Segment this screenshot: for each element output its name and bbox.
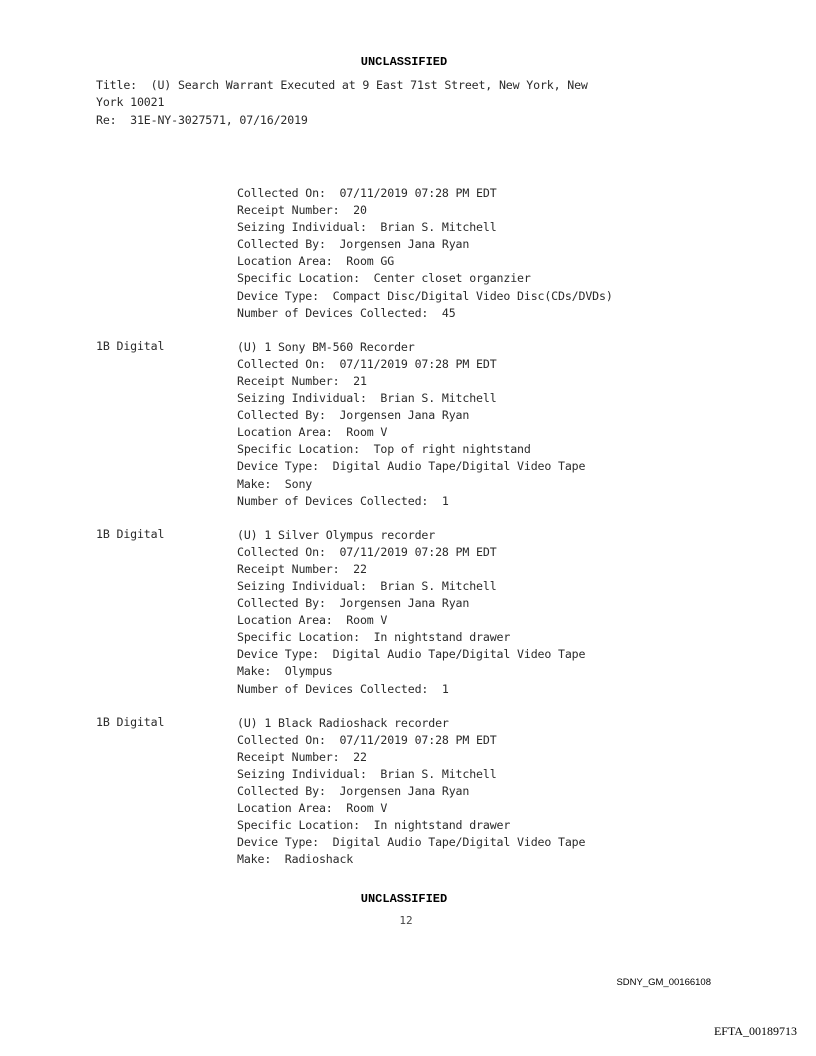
entry-fields [237, 339, 613, 510]
entry-field-line: Seizing Individual: Brian S. Mitchell [237, 220, 497, 235]
evidence-entry [96, 715, 613, 869]
entry-field-line: Collected On: 07/11/2019 07:28 PM EDT [237, 544, 497, 559]
entry-field-line: Seizing Individual: Brian S. Mitchell [237, 391, 497, 406]
entry-field-line: Location Area: Room GG [237, 254, 395, 269]
entry-field-line: Location Area: Room V [237, 801, 388, 816]
entry-field-line: Collected By: Jorgensen Jana Ryan [237, 408, 470, 423]
entry-category: 1B Digital [96, 714, 165, 729]
entry-fields [237, 715, 613, 869]
evidence-entries [96, 185, 613, 885]
header-classification: UNCLASSIFIED [360, 55, 448, 69]
entry-field-line: Collected On: 07/11/2019 07:28 PM EDT [237, 186, 497, 200]
entry-field-line: Device Type: Digital Audio Tape/Digital Video Tape [237, 459, 586, 474]
entry-field-line: (U) 1 Black Radioshack recorder [237, 715, 449, 730]
entry-field-line: Collected On: 07/11/2019 07:28 PM EDT [237, 356, 497, 371]
entry-field-line: Collected By: Jorgensen Jana Ryan [237, 784, 470, 798]
page-number: 12 [399, 914, 413, 927]
entry-field-line: Number of Devices Collected: 1 [237, 681, 449, 696]
entry-field-line: Device Type: Compact Disc/Digital Video Disc(CDs/DVDs) [237, 288, 613, 303]
entry-field-line: Make: Radioshack [237, 852, 354, 867]
entry-field-line: Specific Location: Top of right nightstand [237, 442, 531, 457]
entry-field-line: Specific Location: In nightstand drawer [237, 630, 511, 645]
entry-field-line: Collected By: Jorgensen Jana Ryan [237, 237, 470, 252]
title-block [96, 77, 736, 129]
re-line: Re: 31E-NY-3027571, 07/16/2019 [96, 112, 308, 127]
entry-field-line: Number of Devices Collected: 1 [237, 493, 449, 508]
entry-field-line: Receipt Number: 21 [237, 373, 367, 388]
entry-field-line: (U) 1 Sony BM-560 Recorder [237, 339, 415, 354]
entry-fields [237, 527, 613, 698]
entry-field-line: Number of Devices Collected: 45 [237, 305, 456, 320]
entry-field-line: Receipt Number: 22 [237, 561, 367, 576]
entry-category: 1B Digital [96, 338, 165, 353]
entry-field-line: (U) 1 Silver Olympus recorder [237, 527, 436, 542]
evidence-entry [96, 339, 613, 510]
evidence-entry [96, 185, 613, 322]
entry-field-line: Receipt Number: 20 [237, 203, 367, 218]
entry-field-line: Specific Location: In nightstand drawer [237, 818, 511, 833]
entry-field-line: Make: Olympus [237, 664, 333, 679]
entry-fields [237, 185, 613, 322]
entry-field-line: Make: Sony [237, 476, 313, 491]
evidence-entry [96, 527, 613, 698]
bates-number: SDNY_GM_00166108 [616, 977, 711, 988]
entry-field-line: Specific Location: Center closet organzier [237, 271, 531, 286]
entry-category: 1B Digital [96, 526, 165, 541]
title-line: Title: (U) Search Warrant Executed at 9 East 71st Street, New York, New [96, 78, 588, 92]
footer-classification: UNCLASSIFIED [360, 892, 448, 906]
title-line: York 10021 [96, 95, 165, 110]
entry-field-line: Seizing Individual: Brian S. Mitchell [237, 578, 497, 593]
entry-field-line: Seizing Individual: Brian S. Mitchell [237, 766, 497, 781]
entry-field-line: Collected By: Jorgensen Jana Ryan [237, 596, 470, 611]
entry-field-line: Location Area: Room V [237, 425, 388, 440]
entry-field-line: Receipt Number: 22 [237, 749, 367, 764]
efta-number: EFTA_00189713 [713, 1024, 797, 1038]
entry-field-line: Device Type: Digital Audio Tape/Digital Video Tape [237, 835, 586, 850]
entry-field-line: Collected On: 07/11/2019 07:28 PM EDT [237, 732, 497, 747]
entry-field-line: Device Type: Digital Audio Tape/Digital Video Tape [237, 647, 586, 662]
entry-field-line: Location Area: Room V [237, 613, 388, 628]
